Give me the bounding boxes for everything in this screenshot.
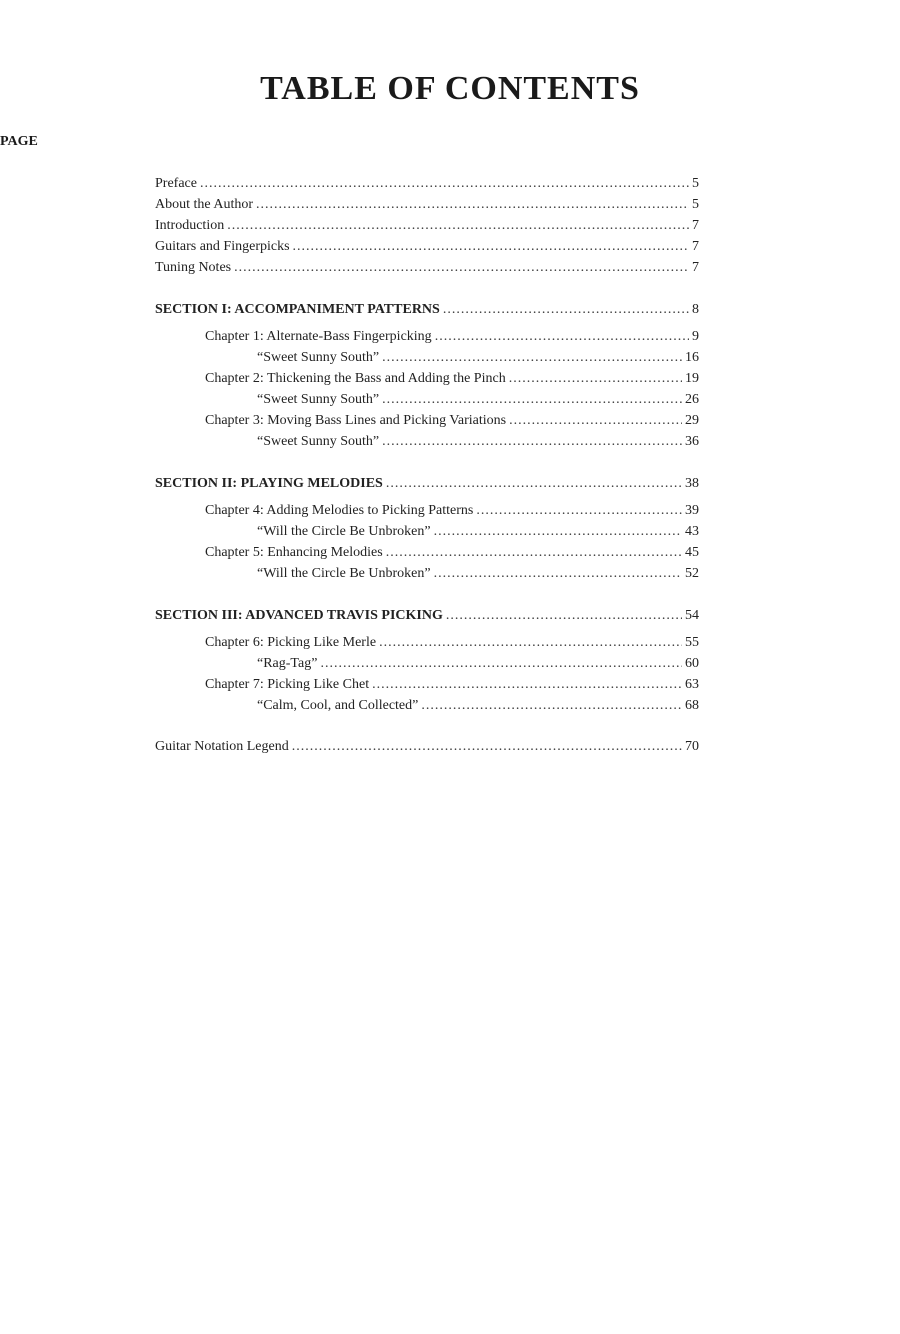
toc-song-entry <box>257 654 699 674</box>
entry-page: 8 <box>692 302 699 317</box>
entry-page: 70 <box>685 739 699 754</box>
dot-leader <box>421 696 682 716</box>
chapter-title: Chapter 7: Picking Like Chet <box>205 677 370 692</box>
dot-leader <box>200 174 689 194</box>
entry-title: Guitars and Fingerpicks <box>155 239 290 254</box>
dot-leader <box>227 216 689 236</box>
toc-song-entry <box>257 564 699 584</box>
entry-page: 9 <box>692 329 699 344</box>
entry-page: 52 <box>685 566 699 581</box>
toc-song-entry <box>257 522 699 542</box>
entry-title: Tuning Notes <box>155 260 232 275</box>
toc-section-entry <box>155 606 699 626</box>
toc-chapter-entry <box>205 501 699 521</box>
entry-page: 7 <box>692 218 699 233</box>
song-title: “Sweet Sunny South” <box>257 434 380 449</box>
entry-page: 54 <box>685 608 699 623</box>
entry-title: Introduction <box>155 218 225 233</box>
dot-leader <box>434 564 682 584</box>
toc-entry <box>155 216 699 236</box>
toc-chapter-entry <box>205 327 699 347</box>
entry-page: 45 <box>685 545 699 560</box>
entry-page: 36 <box>685 434 699 449</box>
entry-page: 38 <box>685 476 699 491</box>
dot-leader <box>386 543 682 563</box>
song-title: “Will the Circle Be Unbroken” <box>257 524 431 539</box>
entry-page: 68 <box>685 698 699 713</box>
chapter-title: Chapter 2: Thickening the Bass and Adding the Pinch <box>205 371 506 386</box>
entry-page: 7 <box>692 239 699 254</box>
dot-leader <box>293 237 689 257</box>
toc-chapter-entry <box>205 543 699 563</box>
entry-title: About the Author <box>155 197 253 212</box>
entry-page: 16 <box>685 350 699 365</box>
dot-leader <box>382 390 682 410</box>
entry-page: 43 <box>685 524 699 539</box>
chapter-title: Chapter 6: Picking Like Merle <box>205 635 377 650</box>
section-title: SECTION I: ACCOMPANIMENT PATTERNS <box>155 302 440 317</box>
column-header-page: PAGE <box>0 134 900 1334</box>
entry-page: 26 <box>685 392 699 407</box>
song-title: “Rag-Tag” <box>257 656 318 671</box>
toc-section-entry <box>155 474 699 494</box>
toc-entry <box>155 174 699 194</box>
dot-leader <box>256 195 689 215</box>
song-title: “Calm, Cool, and Collected” <box>257 698 419 713</box>
entry-page: 5 <box>692 197 699 212</box>
toc-chapter-entry <box>205 411 699 431</box>
dot-leader <box>372 675 682 695</box>
dot-leader <box>386 474 682 494</box>
toc-chapter-entry <box>205 633 699 653</box>
entry-page: 5 <box>692 176 699 191</box>
toc-entry <box>155 737 699 757</box>
dot-leader <box>435 327 689 347</box>
chapter-title: Chapter 1: Alternate-Bass Fingerpicking <box>205 329 432 344</box>
chapter-title: Chapter 3: Moving Bass Lines and Picking Variations <box>205 413 507 428</box>
dot-leader <box>509 411 682 431</box>
toc-entry <box>155 258 699 278</box>
section-title: SECTION II: PLAYING MELODIES <box>155 476 383 491</box>
dot-leader <box>382 348 682 368</box>
toc-entry <box>155 237 699 257</box>
entry-page: 55 <box>685 635 699 650</box>
toc-entry <box>155 195 699 215</box>
dot-leader <box>292 737 682 757</box>
toc-section-entry <box>155 300 699 320</box>
entry-page: 63 <box>685 677 699 692</box>
dot-leader <box>443 300 689 320</box>
entry-title: Guitar Notation Legend <box>155 739 289 754</box>
toc-chapter-entry <box>205 675 699 695</box>
toc-song-entry <box>257 390 699 410</box>
entry-page: 7 <box>692 260 699 275</box>
entry-title: Preface <box>155 176 197 191</box>
toc-song-entry <box>257 696 699 716</box>
dot-leader <box>382 432 682 452</box>
song-title: “Sweet Sunny South” <box>257 392 380 407</box>
song-title: “Sweet Sunny South” <box>257 350 380 365</box>
toc-song-entry <box>257 432 699 452</box>
song-title: “Will the Circle Be Unbroken” <box>257 566 431 581</box>
entry-page: 39 <box>685 503 699 518</box>
toc-chapter-entry <box>205 369 699 389</box>
chapter-title: Chapter 5: Enhancing Melodies <box>205 545 383 560</box>
dot-leader <box>379 633 682 653</box>
toc-song-entry <box>257 348 699 368</box>
chapter-title: Chapter 4: Adding Melodies to Picking Patterns <box>205 503 474 518</box>
entry-page: 19 <box>685 371 699 386</box>
dot-leader <box>434 522 682 542</box>
entry-page: 29 <box>685 413 699 428</box>
dot-leader <box>476 501 682 521</box>
dot-leader <box>509 369 682 389</box>
dot-leader <box>320 654 682 674</box>
entry-page: 60 <box>685 656 699 671</box>
section-title: SECTION III: ADVANCED TRAVIS PICKING <box>155 608 443 623</box>
dot-leader <box>446 606 682 626</box>
page-title: TABLE OF CONTENTS <box>260 70 640 107</box>
dot-leader <box>234 258 689 278</box>
